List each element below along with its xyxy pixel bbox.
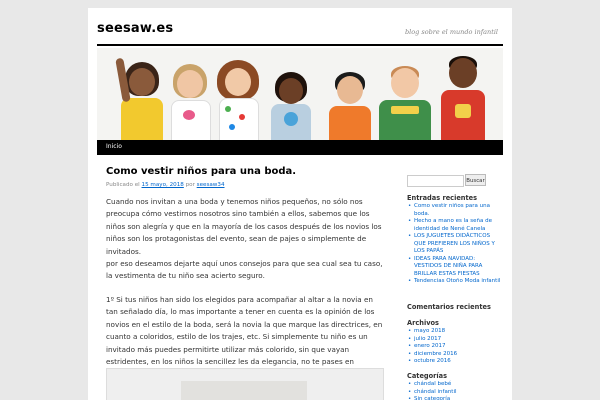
recent-posts-list (407, 203, 503, 286)
recent-post-link[interactable]: • Hecho a mano es la seña de identidad de Nené Canela (407, 218, 503, 233)
post-date-link[interactable]: 15 mayo, 2018 (141, 182, 184, 188)
recent-posts-title: Entradas recientes (407, 194, 478, 202)
kid-figure (439, 48, 487, 140)
recent-post-link[interactable]: • IDEAS PARA NAVIDAD: VESTIDOS DE NIÑA PARA BRILLAR ESTAS FIESTAS (407, 256, 503, 279)
post-title[interactable]: Como vestir niños para una boda. (106, 166, 297, 177)
post-image-frame (106, 368, 384, 400)
kid-figure (169, 48, 211, 140)
categories-title: Categorías (407, 372, 448, 380)
category-link[interactable]: • chándal bebé (407, 381, 503, 389)
header-banner-image (97, 48, 503, 140)
post-author-link[interactable]: seesaw34 (196, 182, 225, 188)
kid-figure (215, 48, 261, 140)
search-input[interactable] (407, 175, 464, 187)
archives-list (407, 328, 503, 366)
archive-link[interactable]: • octubre 2016 (407, 358, 503, 366)
post-paragraph: Cuando nos invitan a una boda y tenemos niños pequeños, no sólo nos preocupa cómo vestirnos nosotros sino también a ellos, sabemos que los niños son alegría y que en la mayoría de los casos después de los novios los niños son los protagonistas del evento, sean de pajes o simplemente de invitados. (106, 197, 382, 256)
post-paragraph: por eso deseamos dejarte aquí unos consejos para que sea cual sea tu caso, la vestimenta de tu niño sea acierto seguro. (106, 259, 383, 281)
archive-link[interactable]: • diciembre 2016 (407, 351, 503, 359)
kid-figure (377, 48, 433, 140)
archive-link[interactable]: • mayo 2018 (407, 328, 503, 336)
post-meta-prefix: Publicado el (106, 182, 140, 188)
site-description: blog sobre el mundo infantil (405, 28, 498, 36)
recent-post-link[interactable]: • Como vestir niños para una boda. (407, 203, 503, 218)
post-meta-by: por (185, 182, 195, 188)
page-wrapper (88, 8, 512, 400)
category-link[interactable]: • chándal infantil (407, 389, 503, 397)
main-navigation (97, 140, 503, 155)
nav-item-inicio[interactable]: Inicio (106, 143, 122, 150)
archives-title: Archivos (407, 319, 439, 327)
recent-post-link[interactable]: • LOS JUGUETES DIDÁCTICOS QUE PREFIEREN LOS NIÑOS Y LOS PAPÁS (407, 233, 503, 256)
search-button[interactable]: Buscar (465, 174, 486, 186)
header-rule (97, 44, 503, 46)
recent-post-link[interactable]: • Tendencias Otoño Moda infantil (407, 278, 503, 286)
category-link[interactable]: • Sin categoría (407, 396, 503, 400)
categories-list (407, 381, 503, 400)
archive-link[interactable]: • julio 2017 (407, 336, 503, 344)
post-image (181, 381, 307, 400)
archive-link[interactable]: • enero 2017 (407, 343, 503, 351)
site-title[interactable]: seesaw.es (97, 21, 174, 36)
recent-comments-title: Comentarios recientes (407, 303, 491, 311)
kid-figure (327, 48, 373, 140)
post-paragraph: 1º Si tus niños han sido los elegidos para acompañar al altar a la novia en tan señalado día, lo mas importante a tener en cuenta es la opinión de los novios en el estilo de la boda, será la novia la que marque las directrices, en cuanto a coloridos, estilo de los trajes, etc. Si simplemente tu niño es un invitado más puedes permitirte utilizar más colorido, sin que vayan estridentes, en los niños la sencillez les da elegancia, no te pases en (106, 295, 383, 367)
kid-figure (119, 48, 165, 140)
post-meta (106, 182, 225, 188)
kid-figure (269, 48, 313, 140)
